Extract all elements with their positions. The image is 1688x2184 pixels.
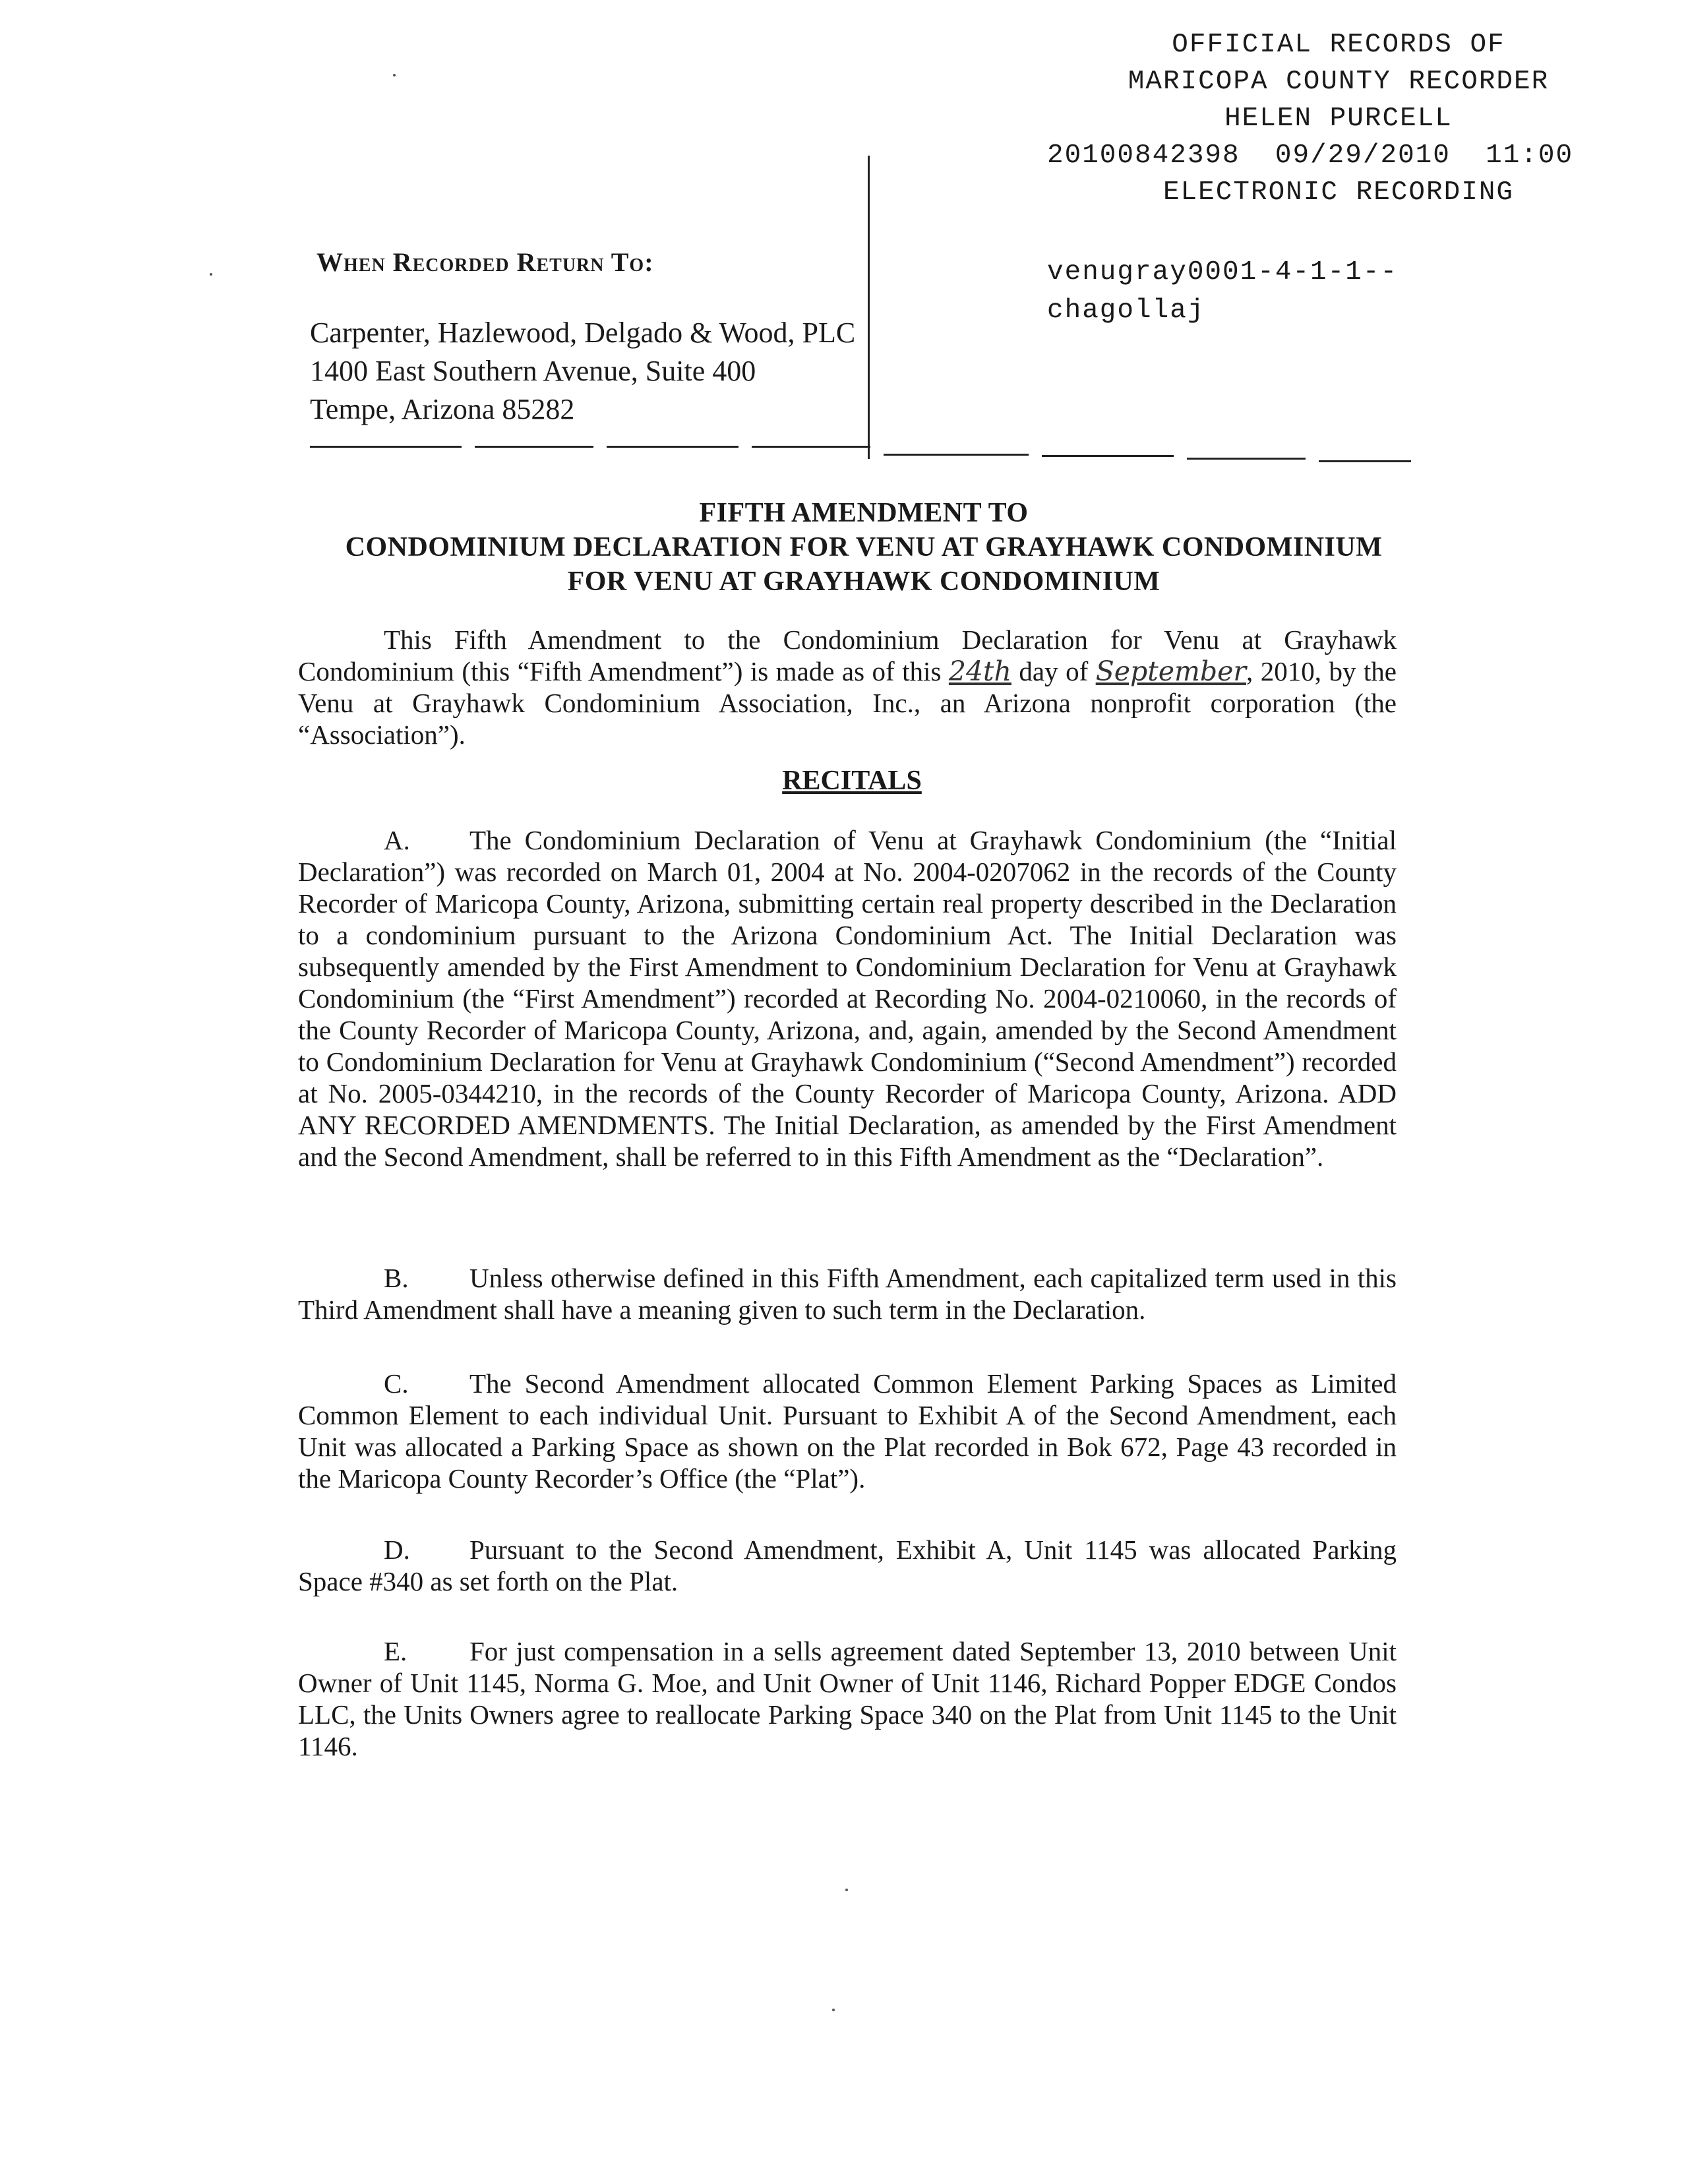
stamp-line-1: OFFICIAL RECORDS OF: [1172, 30, 1505, 60]
scan-speck: [210, 273, 212, 276]
recital-b: [298, 1262, 1397, 1325]
stamp-line-3: HELEN PURCELL: [1224, 104, 1453, 134]
recital-text: For just compensation in a sells agreement dated September 13, 2010 between Unit Owner of Unit 1145, Norma G. Moe, and Unit Owner of Unit 1146, Richard Popper EDGE Condos LLC, the Units Owners agree to reallocate Parking Space 340 on the Plat from Unit 1145 to the Unit 1146.: [298, 1636, 1397, 1761]
recital-text: Pursuant to the Second Amendment, Exhibit A, Unit 1145 was allocated Parking Space #340 as set forth on the Plat.: [298, 1534, 1397, 1596]
intro-text-3: , 2010, by the Venu at Grayhawk Condominium Association, Inc., an Arizona nonprofit corporation (the “Association”).: [298, 656, 1397, 750]
recital-d: [298, 1534, 1397, 1597]
return-to-address: [310, 314, 855, 429]
scan-speck: [393, 74, 396, 76]
document-id-line-1: venugray0001-4-1-1--: [1047, 257, 1399, 288]
recital-a: [298, 824, 1397, 1172]
stamp-line-2: MARICOPA COUNTY RECORDER: [1128, 67, 1550, 97]
stamp-box-rule: [1319, 460, 1411, 462]
recital-text: The Second Amendment allocated Common Element Parking Spaces as Limited Common Element to each individual Unit. Pursuant to Exhibit A of the Second Amendment, each Unit was allocated a Parking Space as shown on the Plat recorded in Bok 672, Page 43 recorded in the Maricopa County Recorder’s Office (the “Plat”).: [298, 1368, 1397, 1494]
return-box-rule: [310, 446, 462, 448]
document-id-line-2: chagollaj: [1047, 295, 1205, 326]
recital-text: The Condominium Declaration of Venu at Grayhawk Condominium (the “Initial Declaration”) was recorded on March 01, 2004 at No. 2004-0207062 in the records of the County Recorder of Maricopa County, Arizona, submitting certain real property described in the Declaration to a condominium pursuant to the Arizona Condominium Act. The Initial Declaration was subsequently amended by the First Amendment to Condominium Declaration for Venu at Grayhawk Condominium (the “First Amendment”) recorded at Recording No. 2004-0210060, in the records of the County Recorder of Maricopa County, Arizona, and, again, amended by the Second Amendment to Condominium Declaration for Venu at Grayhawk Condominium (“Second Amendment”) recorded at No. 2005-0344210, in the records of the County Recorder of Maricopa County, Arizona. ADD ANY RECORDED AMENDMENTS. The Initial Declaration, as amended by the First Amendment and the Second Amendment, shall be referred to in this Fifth Amendment as the “Declaration”.: [298, 825, 1397, 1172]
recital-letter: B.: [384, 1263, 409, 1293]
scan-speck: [832, 2009, 835, 2011]
return-box-divider: [868, 156, 870, 459]
stamp-box-rule: [884, 454, 1029, 456]
recital-c: [298, 1368, 1397, 1494]
recital-letter: D.: [384, 1534, 410, 1565]
title-line-2: CONDOMINIUM DECLARATION FOR VENU AT GRAYHAWK CONDOMINIUM: [345, 532, 1383, 562]
return-to-heading: When Recorded Return To:: [316, 247, 654, 277]
stamp-box-rule: [1042, 455, 1174, 457]
document-id: [1047, 253, 1398, 330]
handwritten-day: 24th: [948, 655, 1011, 687]
recording-stamp: [1015, 26, 1662, 211]
return-box-rule: [475, 446, 593, 448]
recital-e: [298, 1635, 1397, 1762]
handwritten-month: September: [1095, 655, 1247, 687]
title-line-3: FOR VENU AT GRAYHAWK CONDOMINIUM: [567, 566, 1160, 597]
stamp-line-4: 20100842398 09/29/2010 11:00: [1047, 140, 1574, 171]
intro-paragraph: [298, 624, 1397, 750]
return-box-rule: [607, 446, 738, 448]
recital-letter: A.: [384, 825, 410, 855]
intro-text-2: day of: [1011, 656, 1096, 686]
return-to-line-2: 1400 East Southern Avenue, Suite 400: [310, 355, 756, 387]
recital-letter: E.: [384, 1636, 407, 1666]
recital-letter: C.: [384, 1368, 409, 1399]
document-title: [303, 496, 1424, 599]
recitals-heading: RECITALS: [782, 766, 922, 796]
title-line-1: FIFTH AMENDMENT TO: [699, 498, 1029, 528]
stamp-box-rule: [1187, 458, 1306, 460]
intro-text-1: This Fifth Amendment to the Condominium Declaration for Venu at Grayhawk Condominium (this “Fifth Amendment”) is made as of this: [298, 624, 1397, 686]
return-box-rule: [752, 446, 870, 448]
return-to-line-1: Carpenter, Hazlewood, Delgado & Wood, PLC: [310, 317, 856, 349]
stamp-line-5: ELECTRONIC RECORDING: [1162, 177, 1515, 208]
recital-text: Unless otherwise defined in this Fifth Amendment, each capitalized term used in this Third Amendment shall have a meaning given to such term in the Declaration.: [298, 1263, 1397, 1325]
scan-speck: [845, 1889, 848, 1891]
return-to-line-3: Tempe, Arizona 85282: [310, 393, 575, 425]
